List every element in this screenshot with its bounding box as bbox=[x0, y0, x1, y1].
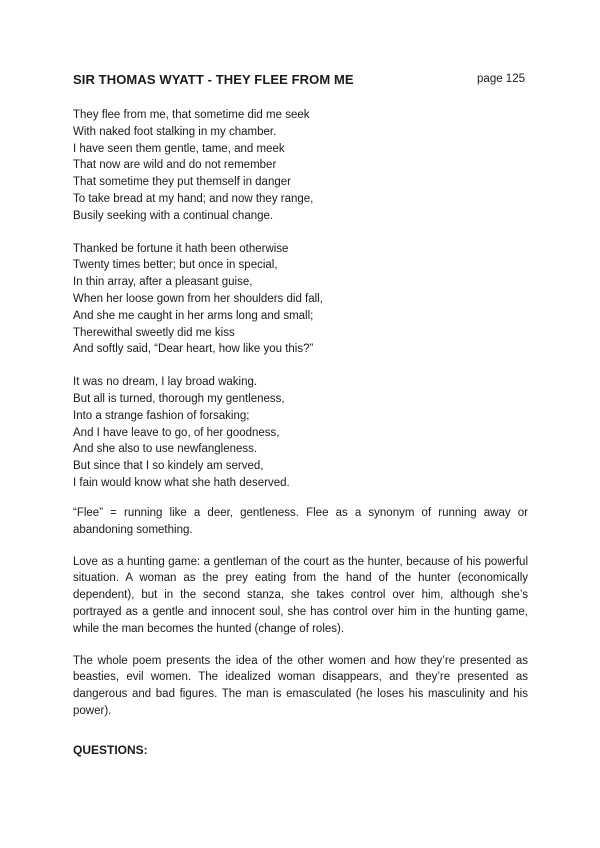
poem-line: Twenty times better; but once in special, bbox=[73, 259, 278, 272]
poem-line: That sometime they put themself in danger bbox=[73, 176, 291, 189]
questions-heading: QUESTIONS: bbox=[73, 743, 148, 757]
note-paragraph: “Flee” = running like a deer, gentleness. Flee as a synonym of running away or abandoning something. bbox=[73, 507, 528, 536]
poem-line: And she also to use newfangleness. bbox=[73, 443, 258, 456]
stanza-3 bbox=[73, 374, 533, 492]
poem-line: Therewithal sweetly did me kiss bbox=[73, 326, 235, 339]
poem-line: Into a strange fashion of forsaking; bbox=[73, 409, 250, 422]
poem-line: I fain would know what she hath deserved. bbox=[73, 476, 290, 489]
poem-line: And I have leave to go, of her goodness, bbox=[73, 426, 280, 439]
poem-line: To take bread at my hand; and now they range, bbox=[73, 192, 314, 205]
poem-line: I have seen them gentle, tame, and meek bbox=[73, 142, 285, 155]
poem-line: And softly said, “Dear heart, how like you this?” bbox=[73, 343, 314, 356]
notes bbox=[73, 505, 528, 735]
poem-line: That now are wild and do not remember bbox=[73, 159, 277, 172]
poem-line: But since that I so kindely am served, bbox=[73, 460, 264, 473]
note-paragraph: The whole poem presents the idea of the other women and how they’re presented as beasties, evil women. The idealized woman disappears, and they’re presented as dangerous and bad figures. The man is emasculated (he loses his masculinity and his power). bbox=[73, 654, 528, 717]
poem-line: And she me caught in her arms long and small; bbox=[73, 309, 314, 322]
page-number: page 125 bbox=[477, 73, 525, 85]
page-header bbox=[73, 72, 525, 90]
page-title: SIR THOMAS WYATT - THEY FLEE FROM ME bbox=[73, 72, 354, 87]
poem-line: But all is turned, thorough my gentleness, bbox=[73, 392, 285, 405]
poem-line: When her loose gown from her shoulders did fall, bbox=[73, 292, 323, 305]
poem-line: They flee from me, that sometime did me seek bbox=[73, 109, 310, 121]
poem-line: It was no dream, I lay broad waking. bbox=[73, 376, 258, 389]
poem-line: With naked foot stalking in my chamber. bbox=[73, 125, 277, 138]
stanza-1 bbox=[73, 107, 533, 225]
poem-line: Busily seeking with a continual change. bbox=[73, 209, 274, 222]
stanza-2 bbox=[73, 241, 533, 359]
poem-line: In thin array, after a pleasant guise, bbox=[73, 276, 253, 289]
poem-line: Thanked be fortune it hath been otherwise bbox=[73, 242, 289, 255]
note-paragraph: Love as a hunting game: a gentleman of the court as the hunter, because of his powerful situation. A woman as the prey eating from the hand of the hunter (economically dependent), but in the second stanza, she takes control over him, although she’s portrayed as a gentle and innocent soul, she has control over him in the hunting game, while the man becomes the hunted (change of roles). bbox=[73, 555, 528, 635]
poem bbox=[73, 107, 533, 508]
